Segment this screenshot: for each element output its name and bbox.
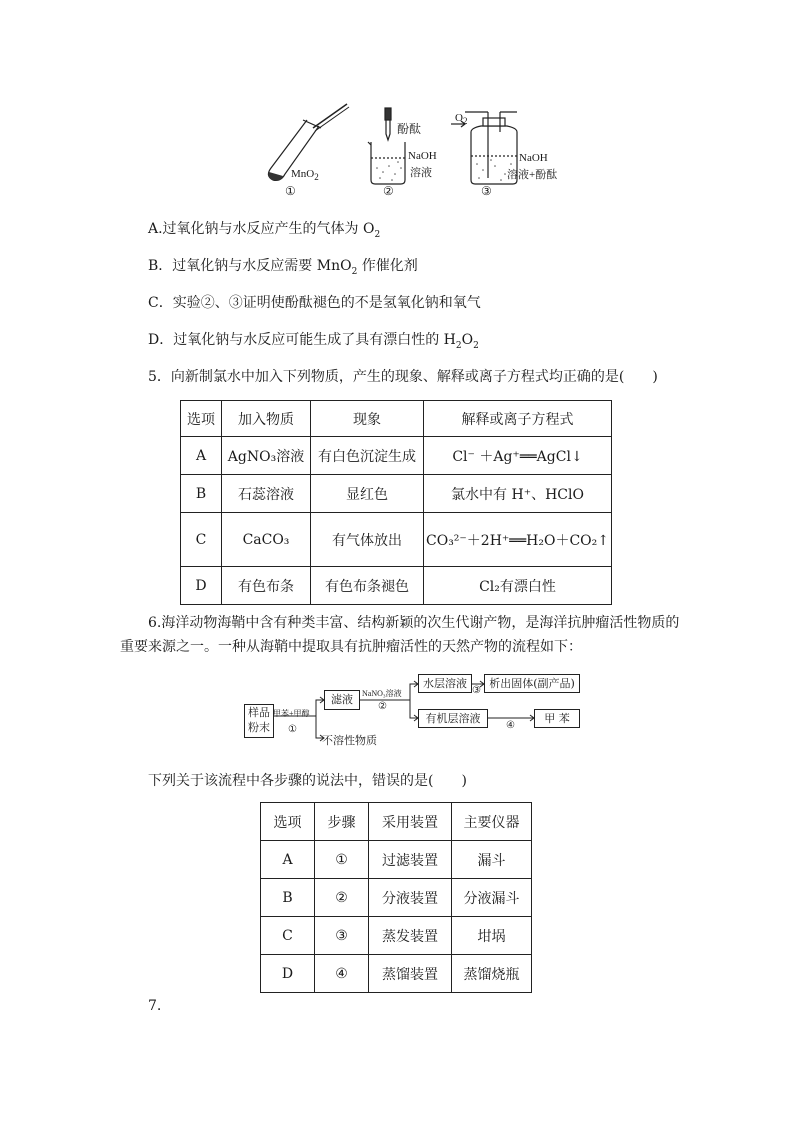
table-cell: ④ <box>315 955 369 993</box>
table-cell: 有白色沉淀生成 <box>311 437 424 475</box>
table-row <box>261 955 532 993</box>
apparatus-figure <box>255 98 575 202</box>
table-cell: CaCO₃ <box>222 513 311 567</box>
q6-header: 主要仪器 <box>452 803 532 841</box>
q5-stem: 5．向新制氯水中加入下列物质，产生的现象、解释或离子方程式均正确的是( ) <box>148 369 658 385</box>
table-cell: ① <box>315 841 369 879</box>
table-cell: 显红色 <box>311 475 424 513</box>
flow-step4-label: ④ <box>506 720 515 731</box>
table-cell: 蒸馏装置 <box>369 955 452 993</box>
naoh-label-3: NaOH <box>519 152 548 164</box>
q5-header: 解释或离子方程式 <box>424 401 612 437</box>
apparatus-3-label: ③ <box>481 184 492 198</box>
table-cell: AgNO₃溶液 <box>222 437 311 475</box>
q6-header: 选项 <box>261 803 315 841</box>
table-cell: 坩埚 <box>452 917 532 955</box>
option-b: B．过氧化钠与水反应需要 MnO$_2$ 作催化剂 <box>148 258 418 277</box>
table-cell: B <box>181 475 222 513</box>
table-row <box>261 879 532 917</box>
q6-header: 步骤 <box>315 803 369 841</box>
flow-filtrate-box: 滤液 <box>324 690 360 710</box>
flow-water-layer-box: 水层溶液 <box>418 674 472 693</box>
table-row <box>181 437 612 475</box>
table-row <box>261 841 532 879</box>
table-cell: D <box>261 955 315 993</box>
table-cell: D <box>181 567 222 605</box>
flow-chart <box>244 670 584 752</box>
q6-stem-line2: 重要来源之一。一种从海鞘中提取具有抗肿瘤活性的天然产物的流程如下： <box>120 639 582 655</box>
table-cell: ② <box>315 879 369 917</box>
table-row <box>181 567 612 605</box>
table-cell: 有色布条 <box>222 567 311 605</box>
q6-table <box>260 802 532 993</box>
q6-stem-line1: 6.海洋动物海鞘中含有种类丰富、结构新颖的次生代谢产物，是海洋抗肿瘤活性物质的 <box>148 615 680 631</box>
flow-solid-box: 析出固体(副产品) <box>484 674 580 693</box>
solution-phenol-label: 溶液+酚酞 <box>507 169 558 181</box>
table-cell: B <box>261 879 315 917</box>
naoh-label-2: NaOH <box>408 150 437 162</box>
table-cell: 蒸馏烧瓶 <box>452 955 532 993</box>
flow-toluene-box: 甲 苯 <box>534 709 580 728</box>
flow-organic-layer-box: 有机层溶液 <box>418 709 488 728</box>
table-cell: C <box>261 917 315 955</box>
table-cell: A <box>181 437 222 475</box>
table-row <box>181 513 612 567</box>
q5-header-row <box>181 401 612 437</box>
q5-header: 现象 <box>311 401 424 437</box>
table-cell: C <box>181 513 222 567</box>
table-cell: 分液装置 <box>369 879 452 917</box>
table-cell: 氯水中有 H⁺、HClO <box>424 475 612 513</box>
next-question-number: 7. <box>148 998 162 1014</box>
table-cell: 有色布条褪色 <box>311 567 424 605</box>
flow-step2-label: ② <box>378 701 387 712</box>
q6-header-row <box>261 803 532 841</box>
flow-insoluble-label: 不溶性物质 <box>322 735 377 747</box>
table-cell: CO₃²⁻＋2H⁺══H₂O＋CO₂↑ <box>424 513 612 567</box>
table-cell: 分液漏斗 <box>452 879 532 917</box>
apparatus-1-label: ① <box>285 184 296 198</box>
table-cell: 有气体放出 <box>311 513 424 567</box>
table-cell: ③ <box>315 917 369 955</box>
table-row <box>181 475 612 513</box>
table-cell: 石蕊溶液 <box>222 475 311 513</box>
table-cell: A <box>261 841 315 879</box>
table-cell: 蒸发装置 <box>369 917 452 955</box>
flow-step3-label: ③ <box>472 685 481 696</box>
q6-header: 采用装置 <box>369 803 452 841</box>
table-cell: Cl⁻ ＋Ag⁺══AgCl↓ <box>424 437 612 475</box>
table-cell: Cl₂有漂白性 <box>424 567 612 605</box>
apparatus-2-label: ② <box>383 184 394 198</box>
flow-nano3-label: NaNO₃溶液 <box>362 689 402 698</box>
option-d: D．过氧化钠与水反应可能生成了具有漂白性的 $H_2O_2$ <box>148 332 479 351</box>
flow-solvent-label: 甲苯+甲醇 <box>273 709 310 718</box>
q6-question: 下列关于该流程中各步骤的说法中，错误的是( ) <box>148 773 467 789</box>
mno2-label: MnO$_2$ <box>291 168 319 183</box>
table-cell: 过滤装置 <box>369 841 452 879</box>
o2-label: $O_2$ <box>455 112 468 127</box>
table-row <box>261 917 532 955</box>
flow-sample-box: 样品 粉末 <box>244 704 274 738</box>
q5-table <box>180 400 612 605</box>
flow-step1-label: ① <box>288 724 297 735</box>
solution-label-2: 溶液 <box>410 167 432 179</box>
phenolphthalein-label: 酚酞 <box>397 122 422 136</box>
q5-header: 加入物质 <box>222 401 311 437</box>
option-a: A.过氧化钠与水反应产生的气体为 $O_2$ <box>148 221 381 240</box>
table-cell: 漏斗 <box>452 841 532 879</box>
option-c: C．实验②、③证明使酚酞褪色的不是氢氧化钠和氧气 <box>148 295 481 311</box>
q5-header: 选项 <box>181 401 222 437</box>
